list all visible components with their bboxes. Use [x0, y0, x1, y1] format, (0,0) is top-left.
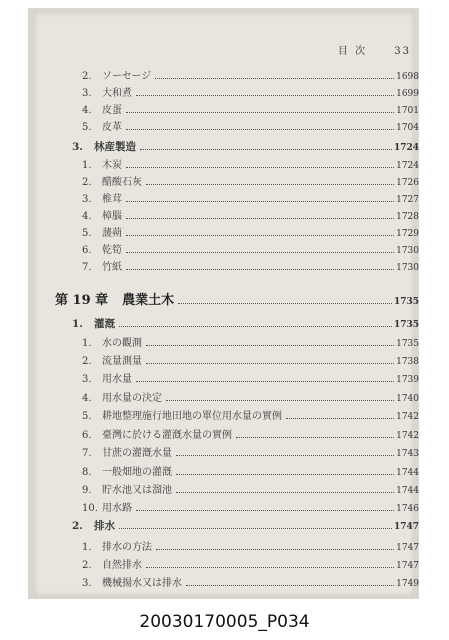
entry-title: 蘐蒴: [102, 228, 122, 239]
entry-number: 3.: [82, 194, 92, 205]
toc-section: [72, 139, 419, 153]
section-number: 3.: [72, 141, 83, 153]
entry-title: 機械揚水又は排水: [102, 578, 182, 589]
leader-dots: [236, 437, 394, 438]
header-page-number: 33: [394, 46, 411, 57]
toc-entry: [82, 84, 419, 98]
section-number: 1.: [72, 318, 83, 330]
section-number: 2.: [72, 520, 83, 532]
entry-title: 竹紙: [102, 262, 122, 273]
entry-number: 9.: [82, 485, 92, 496]
toc-section: [72, 518, 419, 532]
entry-page: 1698: [396, 72, 419, 82]
leader-dots: [146, 345, 394, 346]
entry-number: 3.: [82, 578, 92, 589]
entry-number: 6.: [82, 430, 92, 441]
toc-entry: [82, 426, 419, 440]
toc-entry: [82, 352, 419, 366]
entry-page: 1742: [396, 431, 419, 441]
leader-dots: [126, 252, 394, 253]
toc-chapter: [55, 289, 419, 307]
entry-page: 1730: [396, 263, 419, 273]
toc-entry: [82, 389, 419, 403]
toc-entry: [82, 101, 419, 115]
entry-title: 貯水池又は溜池: [102, 485, 172, 496]
leader-dots: [126, 235, 394, 236]
entry-page: 1701: [396, 106, 419, 116]
leader-dots: [136, 95, 394, 96]
leader-dots: [178, 303, 392, 304]
toc-entry: [82, 481, 419, 495]
entry-number: 5.: [82, 122, 92, 133]
entry-number: 1.: [82, 542, 92, 553]
leader-dots: [176, 492, 394, 493]
entry-page: 1749: [396, 579, 419, 589]
section-page: 1735: [393, 320, 419, 330]
entry-title: 用水量の決定: [102, 393, 162, 404]
leader-dots: [156, 549, 394, 550]
toc-entry: [82, 67, 419, 81]
toc-entry: [82, 224, 419, 238]
entry-title: 甘蔗の灌漑水量: [102, 448, 172, 459]
entry-page: 1747: [396, 543, 419, 553]
leader-dots: [176, 474, 394, 475]
toc-entry: [82, 574, 419, 588]
leader-dots: [119, 528, 392, 529]
entry-title: 乾筍: [102, 245, 122, 256]
toc-entry: [82, 118, 419, 132]
entry-title: 流量測量: [102, 356, 142, 367]
entry-page: 1739: [396, 375, 419, 385]
leader-dots: [166, 400, 394, 401]
entry-number: 4.: [82, 211, 92, 222]
entry-page: 1743: [396, 449, 419, 459]
toc-entry: [82, 538, 419, 552]
toc-entry: [82, 407, 419, 421]
entry-number: 4.: [82, 105, 92, 116]
entry-number: 7.: [82, 262, 92, 273]
toc-entry: [82, 499, 419, 513]
entry-number: 2.: [82, 560, 92, 571]
leader-dots: [286, 418, 394, 419]
leader-dots: [146, 363, 394, 364]
entry-number: 3.: [82, 374, 92, 385]
entry-title: 椎茸: [102, 194, 122, 205]
entry-title: 皮蛋: [102, 105, 122, 116]
page-header: [316, 42, 411, 57]
entry-page: 1728: [396, 212, 419, 222]
section-page: 1747: [393, 522, 419, 532]
entry-page: 1740: [396, 394, 419, 404]
entry-title: 木炭: [102, 160, 122, 171]
section-page: 1724: [393, 143, 419, 153]
toc-entry: [82, 258, 419, 272]
entry-title: 自然排水: [102, 560, 142, 571]
leader-dots: [126, 167, 394, 168]
entry-title: 用水路: [102, 503, 132, 514]
image-caption: 20030170005_P034: [139, 612, 310, 632]
leader-dots: [186, 585, 394, 586]
entry-number: 5.: [82, 411, 92, 422]
entry-number: 10.: [82, 503, 98, 514]
leader-dots: [126, 112, 394, 113]
entry-title: 醋酸石灰: [102, 177, 142, 188]
entry-number: 1.: [82, 160, 92, 171]
entry-number: 4.: [82, 393, 92, 404]
entry-number: 7.: [82, 448, 92, 459]
entry-page: 1746: [396, 504, 419, 514]
leader-dots: [126, 201, 394, 202]
leader-dots: [140, 149, 392, 150]
chapter-page: 1735: [393, 297, 419, 307]
entry-page: 1735: [396, 339, 419, 349]
toc-entry: [82, 463, 419, 477]
entry-page: 1744: [396, 468, 419, 478]
toc-entry: [82, 370, 419, 384]
entry-title: 大和煮: [102, 88, 132, 99]
entry-title: ソーセージ: [102, 71, 152, 82]
leader-dots: [176, 455, 394, 456]
leader-dots: [146, 567, 394, 568]
leader-dots: [126, 129, 394, 130]
entry-page: 1727: [396, 195, 419, 205]
leader-dots: [126, 218, 394, 219]
entry-number: 3.: [82, 88, 92, 99]
entry-title: 臺灣に於ける灌漑水量の實例: [102, 430, 232, 441]
entry-title: 排水の方法: [102, 542, 152, 553]
toc-entry: [82, 556, 419, 570]
entry-number: 2.: [82, 177, 92, 188]
entry-page: 1729: [396, 229, 419, 239]
toc-entry: [82, 334, 419, 348]
entry-title: 耕地整理施行地田地の單位用水量の實例: [102, 411, 282, 422]
toc-entry: [82, 207, 419, 221]
entry-page: 1730: [396, 246, 419, 256]
entry-title: 皮革: [102, 122, 122, 133]
entry-page: 1738: [396, 357, 419, 367]
chapter-number: 第 19 章: [55, 293, 109, 308]
section-title: 林産製造: [94, 141, 136, 153]
toc-entry: [82, 444, 419, 458]
entry-page: 1747: [396, 561, 419, 571]
leader-dots: [136, 381, 394, 382]
entry-title: 樟腦: [102, 211, 122, 222]
toc-section: [72, 316, 419, 330]
section-title: 排水: [94, 520, 115, 532]
entry-title: 一般畑地の灌漑: [102, 467, 172, 478]
entry-page: 1744: [396, 486, 419, 496]
toc-entry: [82, 173, 419, 187]
toc-entry: [82, 156, 419, 170]
leader-dots: [126, 269, 394, 270]
entry-title: 水の觀測: [102, 338, 142, 349]
entry-page: 1724: [396, 161, 419, 171]
toc-entry: [82, 190, 419, 204]
entry-page: 1699: [396, 89, 419, 99]
leader-dots: [146, 184, 394, 185]
header-label: 目 次: [337, 46, 368, 57]
entry-number: 2.: [82, 356, 92, 367]
section-title: 灌漑: [94, 318, 115, 330]
entry-page: 1704: [396, 123, 419, 133]
entry-page: 1742: [396, 412, 419, 422]
leader-dots: [155, 78, 394, 79]
chapter-title: 農業土木: [122, 293, 175, 308]
entry-number: 1.: [82, 338, 92, 349]
toc-entry: [82, 241, 419, 255]
entry-page: 1726: [396, 178, 419, 188]
entry-number: 8.: [82, 467, 92, 478]
entry-number: 6.: [82, 245, 92, 256]
entry-number: 2.: [82, 71, 92, 82]
leader-dots: [136, 510, 394, 511]
entry-number: 5.: [82, 228, 92, 239]
leader-dots: [119, 326, 392, 327]
entry-title: 用水量: [102, 374, 132, 385]
